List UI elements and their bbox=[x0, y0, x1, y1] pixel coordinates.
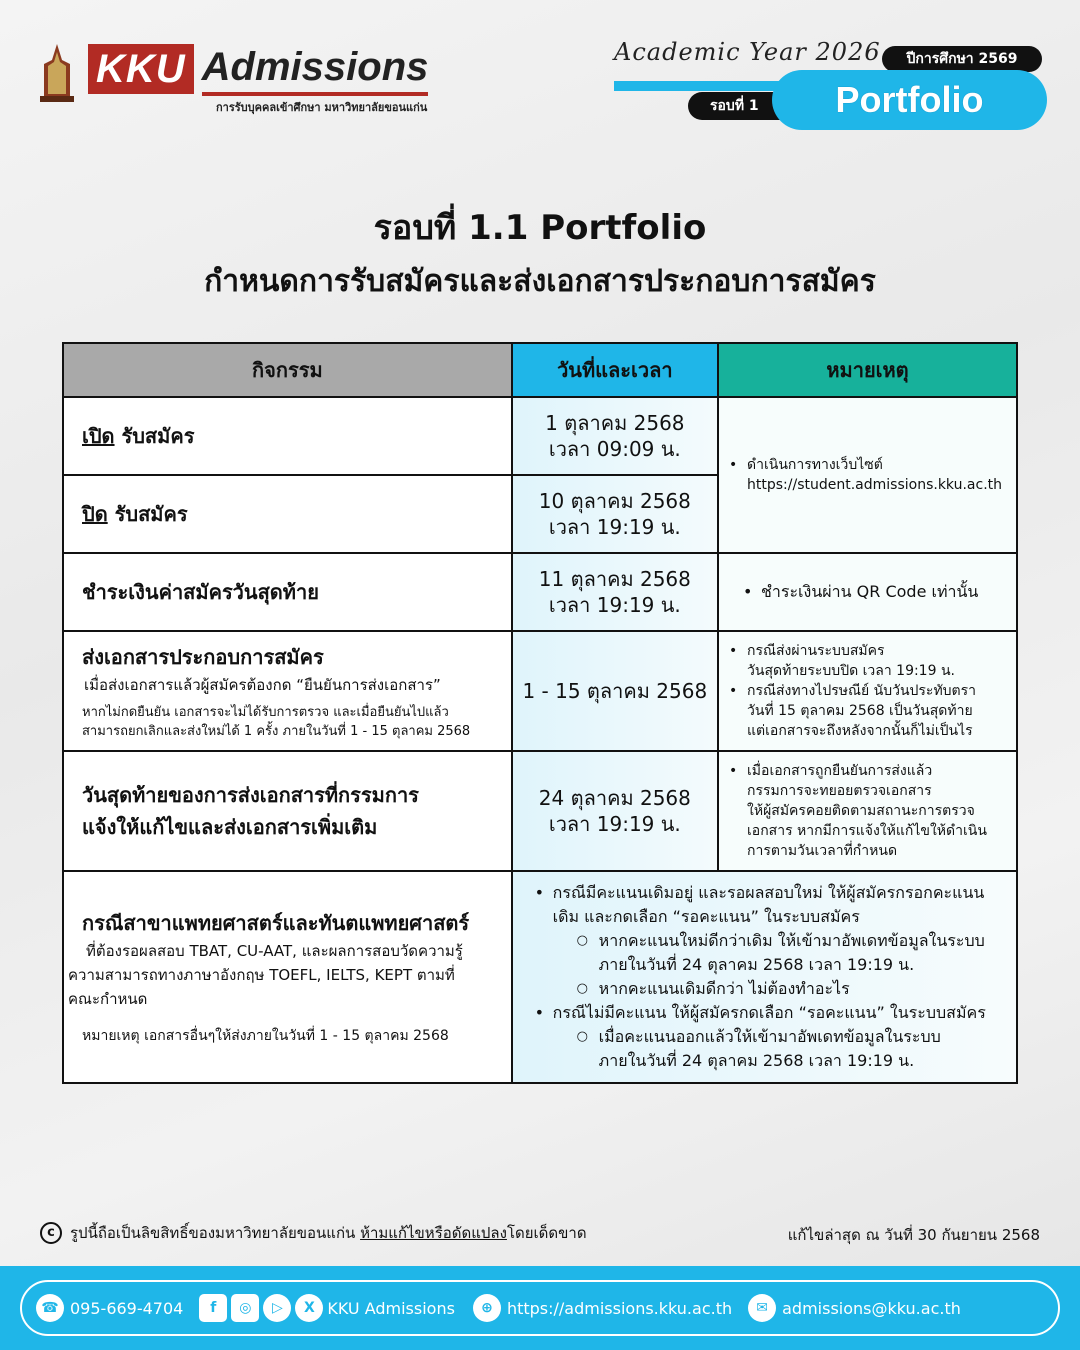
activity-open bbox=[63, 397, 512, 475]
copyright-text: โดยเด็ดขาด bbox=[506, 1224, 587, 1242]
website-url: https://admissions.kku.ac.th bbox=[506, 1298, 733, 1318]
documents-detail bbox=[82, 703, 493, 741]
social-icons bbox=[199, 1294, 455, 1322]
medical-desc: ความสามารถทางภาษาอังกฤษ TOEFL, IELTS, KEPT ตามที่ bbox=[68, 966, 455, 984]
phone-icon: ☎ bbox=[36, 1294, 64, 1322]
academic-year: Academic Year 2026 bbox=[614, 38, 881, 66]
activity-payment bbox=[63, 553, 512, 631]
page-title: รอบที่ 1.1 Portfolio bbox=[373, 208, 707, 248]
detail-line: หากคะแนนใหม่ดีกว่าเดิม ให้เข้ามาอัพเดทข้อมูลในระบบ bbox=[598, 931, 985, 950]
time-line: เวลา 19:19 น. bbox=[548, 812, 681, 836]
time-line: เวลา 09:09 น. bbox=[548, 437, 681, 461]
brand-kku: KKU bbox=[88, 44, 194, 94]
date-line: 11 ตุลาคม 2568 bbox=[538, 567, 691, 591]
date-close bbox=[512, 475, 718, 553]
note-line: ให้ผู้สมัครคอยติดตามสถานะการตรวจ bbox=[747, 803, 975, 819]
note-line: • ชำระเงินผ่าน QR Code เท่านั้น bbox=[743, 582, 1008, 602]
note-line: เมื่อเอกสารถูกยืนยันการส่งแล้ว bbox=[747, 763, 933, 779]
date-line: 10 ตุลาคม 2568 bbox=[538, 489, 691, 513]
detail-line: เดิม และกดเลือก “รอคะแนน” ในระบบสมัคร bbox=[552, 907, 860, 926]
contact-bar bbox=[20, 1280, 1060, 1336]
facebook-icon[interactable]: f bbox=[199, 1294, 227, 1322]
date-open bbox=[512, 397, 718, 475]
header-date: วันที่และเวลา bbox=[512, 343, 718, 397]
table-row bbox=[63, 751, 1017, 871]
brand-subtitle: การรับบุคคลเข้าศึกษา มหาวิทยาลัยขอนแก่น bbox=[216, 101, 428, 114]
note-line: กรณีส่งผ่านระบบสมัคร bbox=[747, 643, 885, 659]
detail-line: กรณีมีคะแนนเดิมอยู่ และรอผลสอบใหม่ ให้ผู้สมัครกรอกคะแนน bbox=[552, 883, 985, 902]
note-website bbox=[718, 397, 1017, 553]
note-line: กรรมการจะทยอยตรวจเอกสาร bbox=[747, 783, 932, 799]
website-link[interactable]: https://student.admissions.kku.ac.th bbox=[747, 477, 1003, 493]
last-updated: แก้ไขล่าสุด ณ วันที่ 30 กันยายน 2568 bbox=[787, 1226, 1040, 1244]
activity-medical bbox=[63, 871, 512, 1083]
date-documents bbox=[512, 631, 718, 751]
detail-line: หากไม่กดยืนยัน เอกสารจะไม่ได้รับการตรวจ และเมื่อยืนยันไปแล้ว bbox=[82, 705, 449, 720]
documents-label: ส่งเอกสารประกอบการสมัคร bbox=[82, 645, 324, 669]
note-line: การตามวันเวลาที่กำหนด bbox=[747, 843, 898, 859]
email-address: admissions@kku.ac.th bbox=[782, 1298, 961, 1318]
note-line: แต่เอกสารจะถึงหลังจากนั้นก็ไม่เป็นไร bbox=[747, 723, 973, 739]
globe-icon: ⊕ bbox=[473, 1294, 501, 1322]
date-payment bbox=[512, 553, 718, 631]
website-contact[interactable] bbox=[473, 1294, 732, 1322]
email-contact[interactable] bbox=[748, 1294, 961, 1322]
x-icon[interactable]: X bbox=[295, 1294, 323, 1322]
date-revision bbox=[512, 751, 718, 871]
detail-line: เมื่อคะแนนออกแล้วให้เข้ามาอัพเดทข้อมูลในระบบ bbox=[598, 1027, 941, 1046]
accent-bar bbox=[614, 81, 794, 91]
phone-number: 095-669-4704 bbox=[70, 1298, 184, 1318]
detail-line: ภายในวันที่ 24 ตุลาคม 2568 เวลา 19:19 น. bbox=[598, 1051, 915, 1070]
payment-label: ชำระเงินค่าสมัครวันสุดท้าย bbox=[82, 580, 319, 604]
table-row bbox=[63, 553, 1017, 631]
activity-revision bbox=[63, 751, 512, 871]
table-header-row bbox=[63, 343, 1017, 397]
open-label: เปิด bbox=[82, 424, 115, 448]
activity-documents bbox=[63, 631, 512, 751]
close-label: ปิด bbox=[82, 502, 108, 526]
detail-line: ภายในวันที่ 24 ตุลาคม 2568 เวลา 19:19 น. bbox=[598, 955, 915, 974]
portfolio-badge: Portfolio bbox=[772, 70, 1047, 130]
table-row bbox=[63, 397, 1017, 475]
table-row bbox=[63, 631, 1017, 751]
thai-year-badge: ปีการศึกษา 2569 bbox=[882, 46, 1042, 72]
instagram-icon[interactable]: ◎ bbox=[231, 1294, 259, 1322]
table-row bbox=[63, 871, 1017, 1083]
detail-line: สามารถยกเลิกและส่งใหม่ได้ 1 ครั้ง ภายในวันที่ 1 - 15 ตุลาคม 2568 bbox=[82, 724, 471, 739]
copyright-icon: c bbox=[40, 1222, 62, 1244]
medical-label: กรณีสาขาแพทยศาสตร์และทันตแพทยศาสตร์ bbox=[82, 911, 470, 935]
date-line: 24 ตุลาคม 2568 bbox=[538, 786, 691, 810]
detail-line: ○ หากคะแนนเดิมดีกว่า ไม่ต้องทำอะไร bbox=[577, 977, 1006, 1001]
open-rest: รับสมัคร bbox=[114, 424, 195, 448]
note-line: วันที่ 15 ตุลาคม 2568 เป็นวันสุดท้าย bbox=[747, 703, 973, 719]
activity-close bbox=[63, 475, 512, 553]
date-line: 1 ตุลาคม 2568 bbox=[545, 411, 685, 435]
medical-details bbox=[512, 871, 1017, 1083]
revision-label: วันสุดท้ายของการส่งเอกสารที่กรรมการ bbox=[82, 783, 419, 807]
note-documents bbox=[718, 631, 1017, 751]
note-line: ดำเนินการทางเว็บไซต์ bbox=[747, 457, 883, 473]
note-payment bbox=[718, 553, 1017, 631]
revision-label: แจ้งให้แก้ไขและส่งเอกสารเพิ่มเติม bbox=[82, 815, 378, 839]
documents-sub: เมื่อส่งเอกสารแล้วผู้สมัครต้องกด “ยืนยันการส่งเอกสาร” bbox=[84, 676, 441, 694]
close-rest: รับสมัคร bbox=[107, 502, 188, 526]
medical-remark: หมายเหตุ เอกสารอื่นๆให้ส่งภายในวันที่ 1 - 15 ตุลาคม 2568 bbox=[82, 1028, 449, 1044]
copyright-notice bbox=[40, 1221, 587, 1245]
note-line: วันสุดท้ายระบบปิด เวลา 19:19 น. bbox=[747, 663, 955, 679]
note-line: กรณีส่งทางไปรษณีย์ นับวันประทับตรา bbox=[747, 683, 977, 699]
copyright-text: รูปนี้ถือเป็นลิขสิทธิ์ของมหาวิทยาลัยขอนแก่น bbox=[70, 1224, 356, 1242]
header-activity: กิจกรรม bbox=[63, 343, 512, 397]
detail-line: กรณีไม่มีคะแนน ให้ผู้สมัครกดเลือก “รอคะแนน” ในระบบสมัคร bbox=[552, 1003, 986, 1022]
brand-admissions: Admissions bbox=[202, 42, 429, 96]
university-seal-icon bbox=[36, 42, 78, 104]
youtube-icon[interactable]: ▷ bbox=[263, 1294, 291, 1322]
medical-desc: ที่ต้องรอผลสอบ TBAT, CU-AAT, และผลการสอบวัดความรู้ bbox=[86, 942, 463, 960]
social-handle[interactable]: KKU Admissions bbox=[327, 1298, 455, 1318]
schedule-table bbox=[62, 342, 1018, 1084]
note-revision bbox=[718, 751, 1017, 871]
kku-logo bbox=[36, 42, 428, 116]
note-line: เอกสาร หากมีการแจ้งให้แก้ไขให้ดำเนิน bbox=[747, 823, 987, 839]
page-subtitle: กำหนดการรับสมัครและส่งเอกสารประกอบการสมัคร bbox=[204, 264, 876, 299]
time-line: เวลา 19:19 น. bbox=[548, 593, 681, 617]
medical-desc: คณะกำหนด bbox=[68, 990, 148, 1008]
round-badge: รอบที่ 1 bbox=[688, 92, 798, 120]
email-icon: ✉ bbox=[748, 1294, 776, 1322]
time-line: เวลา 19:19 น. bbox=[548, 515, 681, 539]
date-line: 1 - 15 ตุลาคม 2568 bbox=[522, 679, 708, 703]
copyright-warning: ห้ามแก้ไขหรือดัดแปลง bbox=[360, 1224, 507, 1242]
phone-contact[interactable] bbox=[36, 1294, 183, 1322]
header-note: หมายเหตุ bbox=[718, 343, 1017, 397]
